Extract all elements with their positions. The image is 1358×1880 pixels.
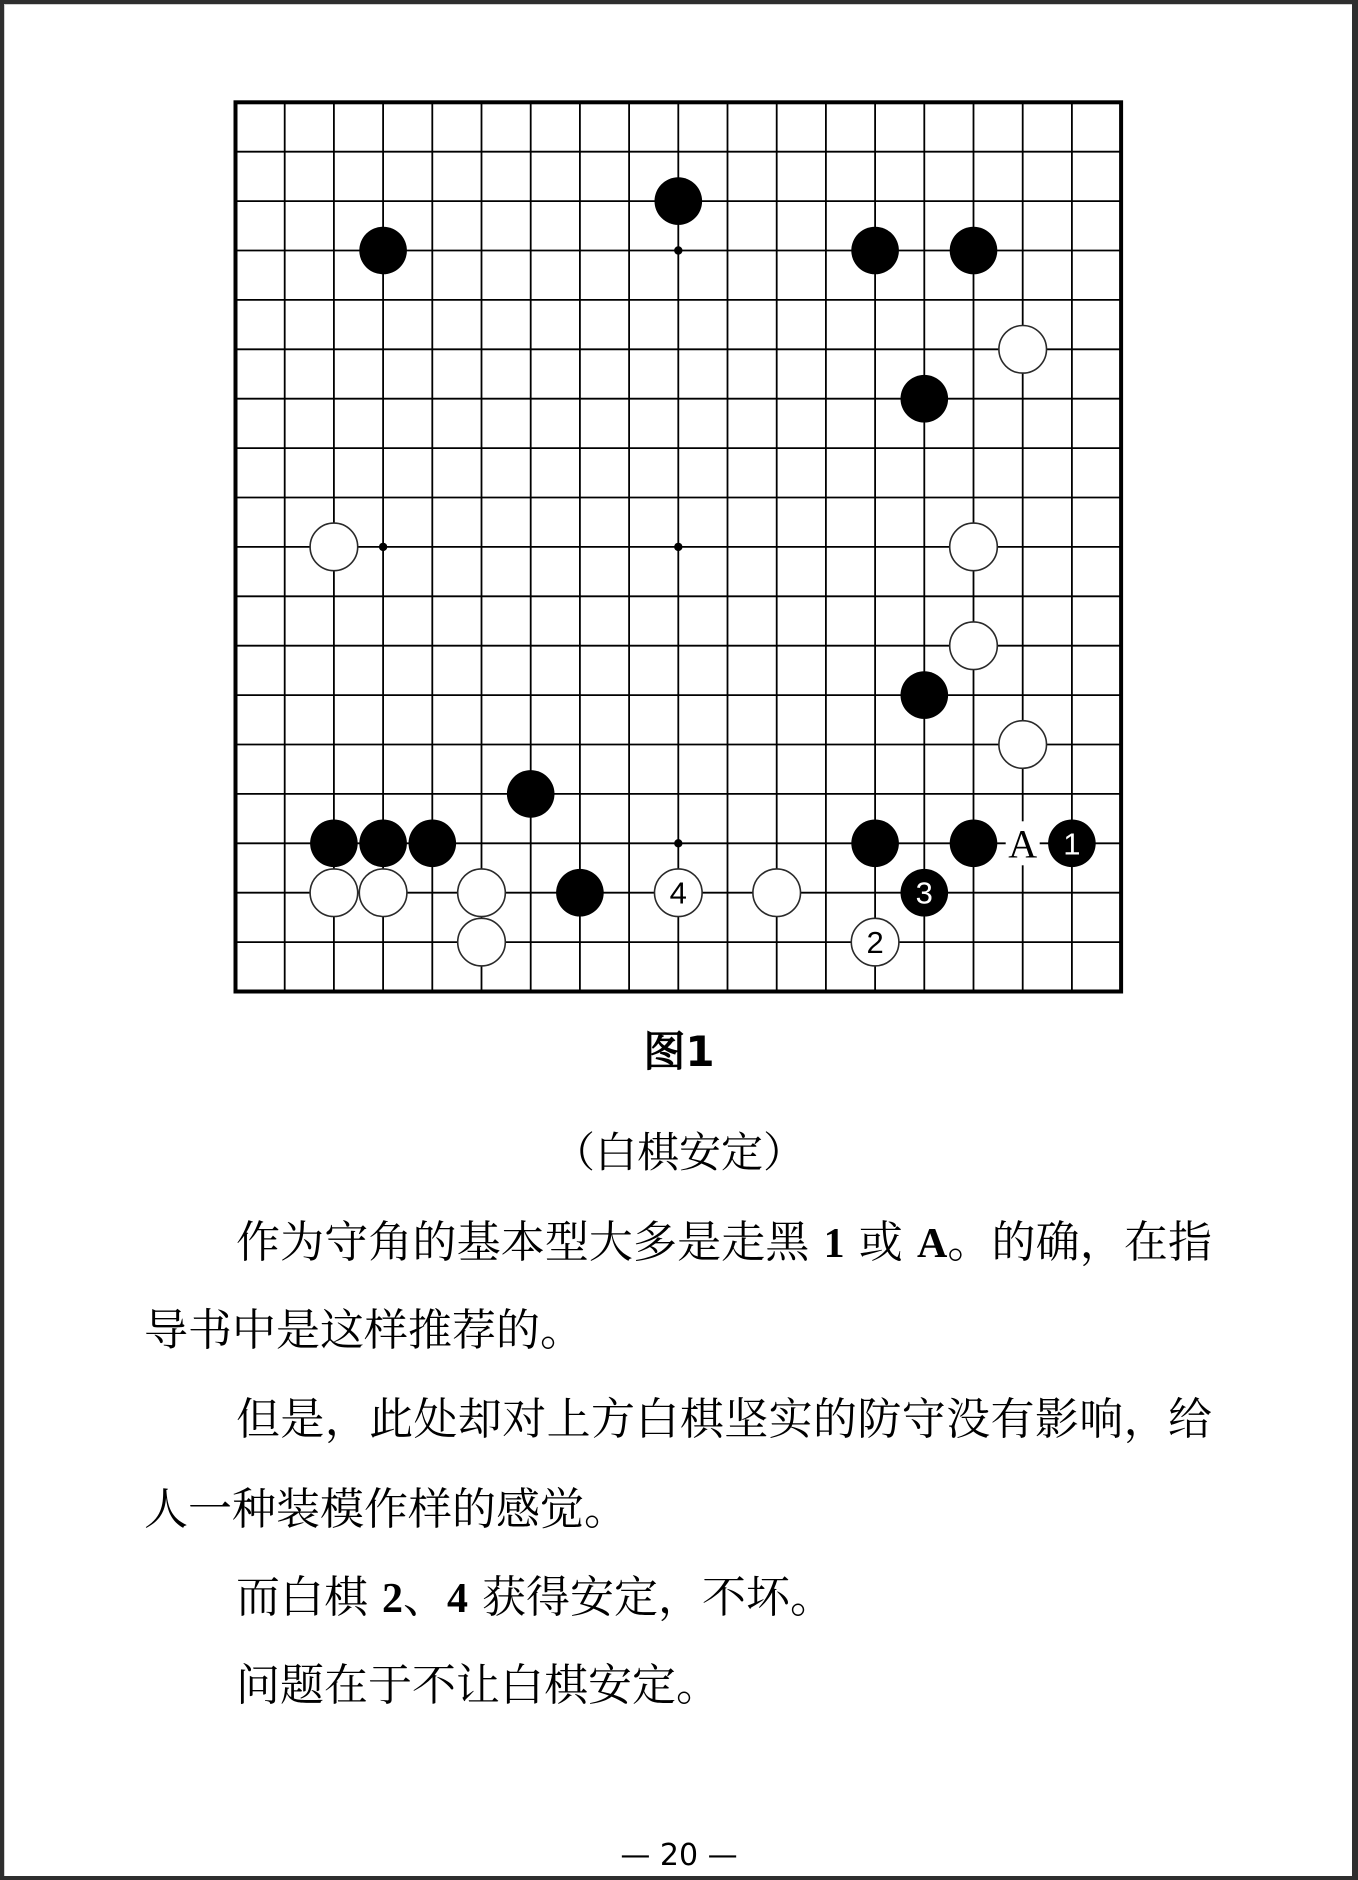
black-stone [851,227,899,275]
black-stone [901,671,949,719]
black-stone [901,375,949,423]
black-stone [310,820,358,868]
paragraph-3-line-1: 而白棋 2、4 获得安定，不坏。 [236,1572,834,1623]
latin-run: 2 [382,1576,403,1622]
white-stone [359,869,407,917]
black-stone [556,869,604,917]
white-stone [458,869,506,917]
move-number-label: 3 [915,875,933,911]
paragraph-4-line-1: 问题在于不让白棋安定。 [236,1660,720,1711]
paragraph-1-line-2: 导书中是这样推荐的。 [144,1305,584,1356]
black-stone [359,227,407,275]
latin-run: 1 [823,1221,845,1267]
black-stone [851,820,899,868]
white-stone [950,622,998,670]
white-stone [999,326,1047,374]
black-stone [655,177,703,225]
white-stone [999,721,1047,769]
paragraph-2-line-2: 人一种装模作样的感觉。 [144,1484,628,1535]
page-number: — 20 — [620,1838,738,1873]
figure-subtitle: （白棋安定） [552,1128,805,1177]
white-stone [458,918,506,966]
white-stone [310,523,358,571]
white-stone [310,869,358,917]
star-point [379,543,387,551]
black-stone [950,227,998,275]
figure-caption: 图1 [643,1027,715,1076]
point-marker-label: A [1008,821,1038,867]
move-number-label: 2 [866,925,884,961]
latin-run: 4 [447,1576,468,1622]
paragraph-1-line-1: 作为守角的基本型大多是走黑 1 或 A。的确，在指 [236,1217,1212,1268]
black-stone [359,820,407,868]
paragraph-2-line-1: 但是，此处却对上方白棋坚实的防守没有影响，给 [236,1394,1212,1445]
star-point [674,246,682,254]
black-stone [950,820,998,868]
star-point [674,543,682,551]
black-stone [409,820,457,868]
move-number-label: 1 [1063,826,1081,862]
star-point [674,839,682,847]
white-stone [950,523,998,571]
latin-run: A [916,1221,948,1267]
move-number-label: 4 [669,875,687,911]
white-stone [753,869,801,917]
black-stone [507,770,555,818]
